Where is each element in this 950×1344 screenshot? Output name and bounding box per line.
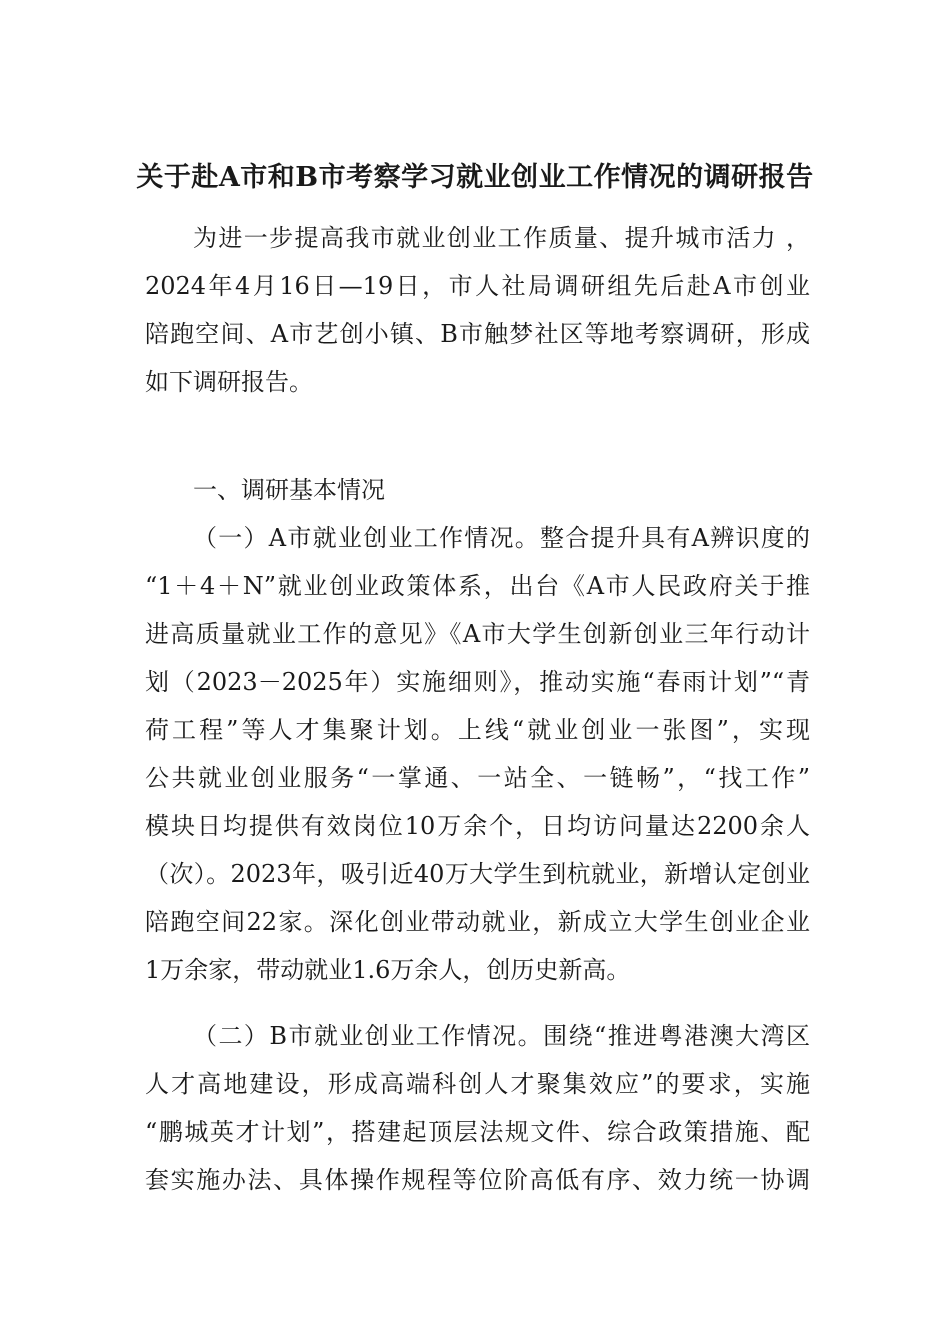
- paragraph-line: （一）A市就业创业工作情况。整合提升具有A辨识度的: [193, 524, 810, 552]
- paragraph-line: （次）。2023年，吸引近40万大学生到杭就业，新增认定创业: [145, 860, 810, 888]
- paragraph-line: 公共就业创业服务“一掌通、一站全、一链畅”，“找工作”: [145, 764, 810, 792]
- section-heading: 一、调研基本情况: [193, 476, 385, 504]
- paragraph-line: 划（2023－2025年）实施细则》，推动实施“春雨计划”“青: [145, 668, 810, 696]
- paragraph-line: 进高质量就业工作的意见》《A市大学生创新创业三年行动计: [145, 620, 810, 648]
- paragraph-line: （二）B市就业创业工作情况。围绕“推进粤港澳大湾区: [193, 1022, 810, 1050]
- paragraph-line: “1＋4＋N”就业创业政策体系，出台《A市人民政府关于推: [145, 572, 810, 600]
- paragraph-line: “鹏城英才计划”，搭建起顶层法规文件、综合政策措施、配: [145, 1118, 810, 1146]
- paragraph-line: 荷工程”等人才集聚计划。上线“就业创业一张图”，实现: [145, 716, 810, 744]
- intro-line: 为进一步提高我市就业创业工作质量、提升城市活力 ，: [193, 224, 810, 252]
- intro-line: 2024年4月16日—19日，市人社局调研组先后赴A市创业: [145, 272, 810, 300]
- intro-line: 陪跑空间、A市艺创小镇、B市触梦社区等地考察调研，形成: [145, 320, 810, 348]
- paragraph-line: 1万余家，带动就业1.6万余人，创历史新高。: [145, 956, 631, 984]
- intro-line: 如下调研报告。: [145, 368, 313, 396]
- paragraph-line: 套实施办法、具体操作规程等位阶高低有序、效力统一协调: [145, 1166, 810, 1194]
- paragraph-line: 陪跑空间22家。深化创业带动就业，新成立大学生创业企业: [145, 908, 810, 936]
- document-title: 关于赴A市和B市考察学习就业创业工作情况的调研报告: [136, 162, 814, 193]
- paragraph-line: 模块日均提供有效岗位10万余个，日均访问量达2200余人: [145, 812, 810, 840]
- paragraph-line: 人才高地建设，形成高端科创人才聚集效应”的要求，实施: [145, 1070, 810, 1098]
